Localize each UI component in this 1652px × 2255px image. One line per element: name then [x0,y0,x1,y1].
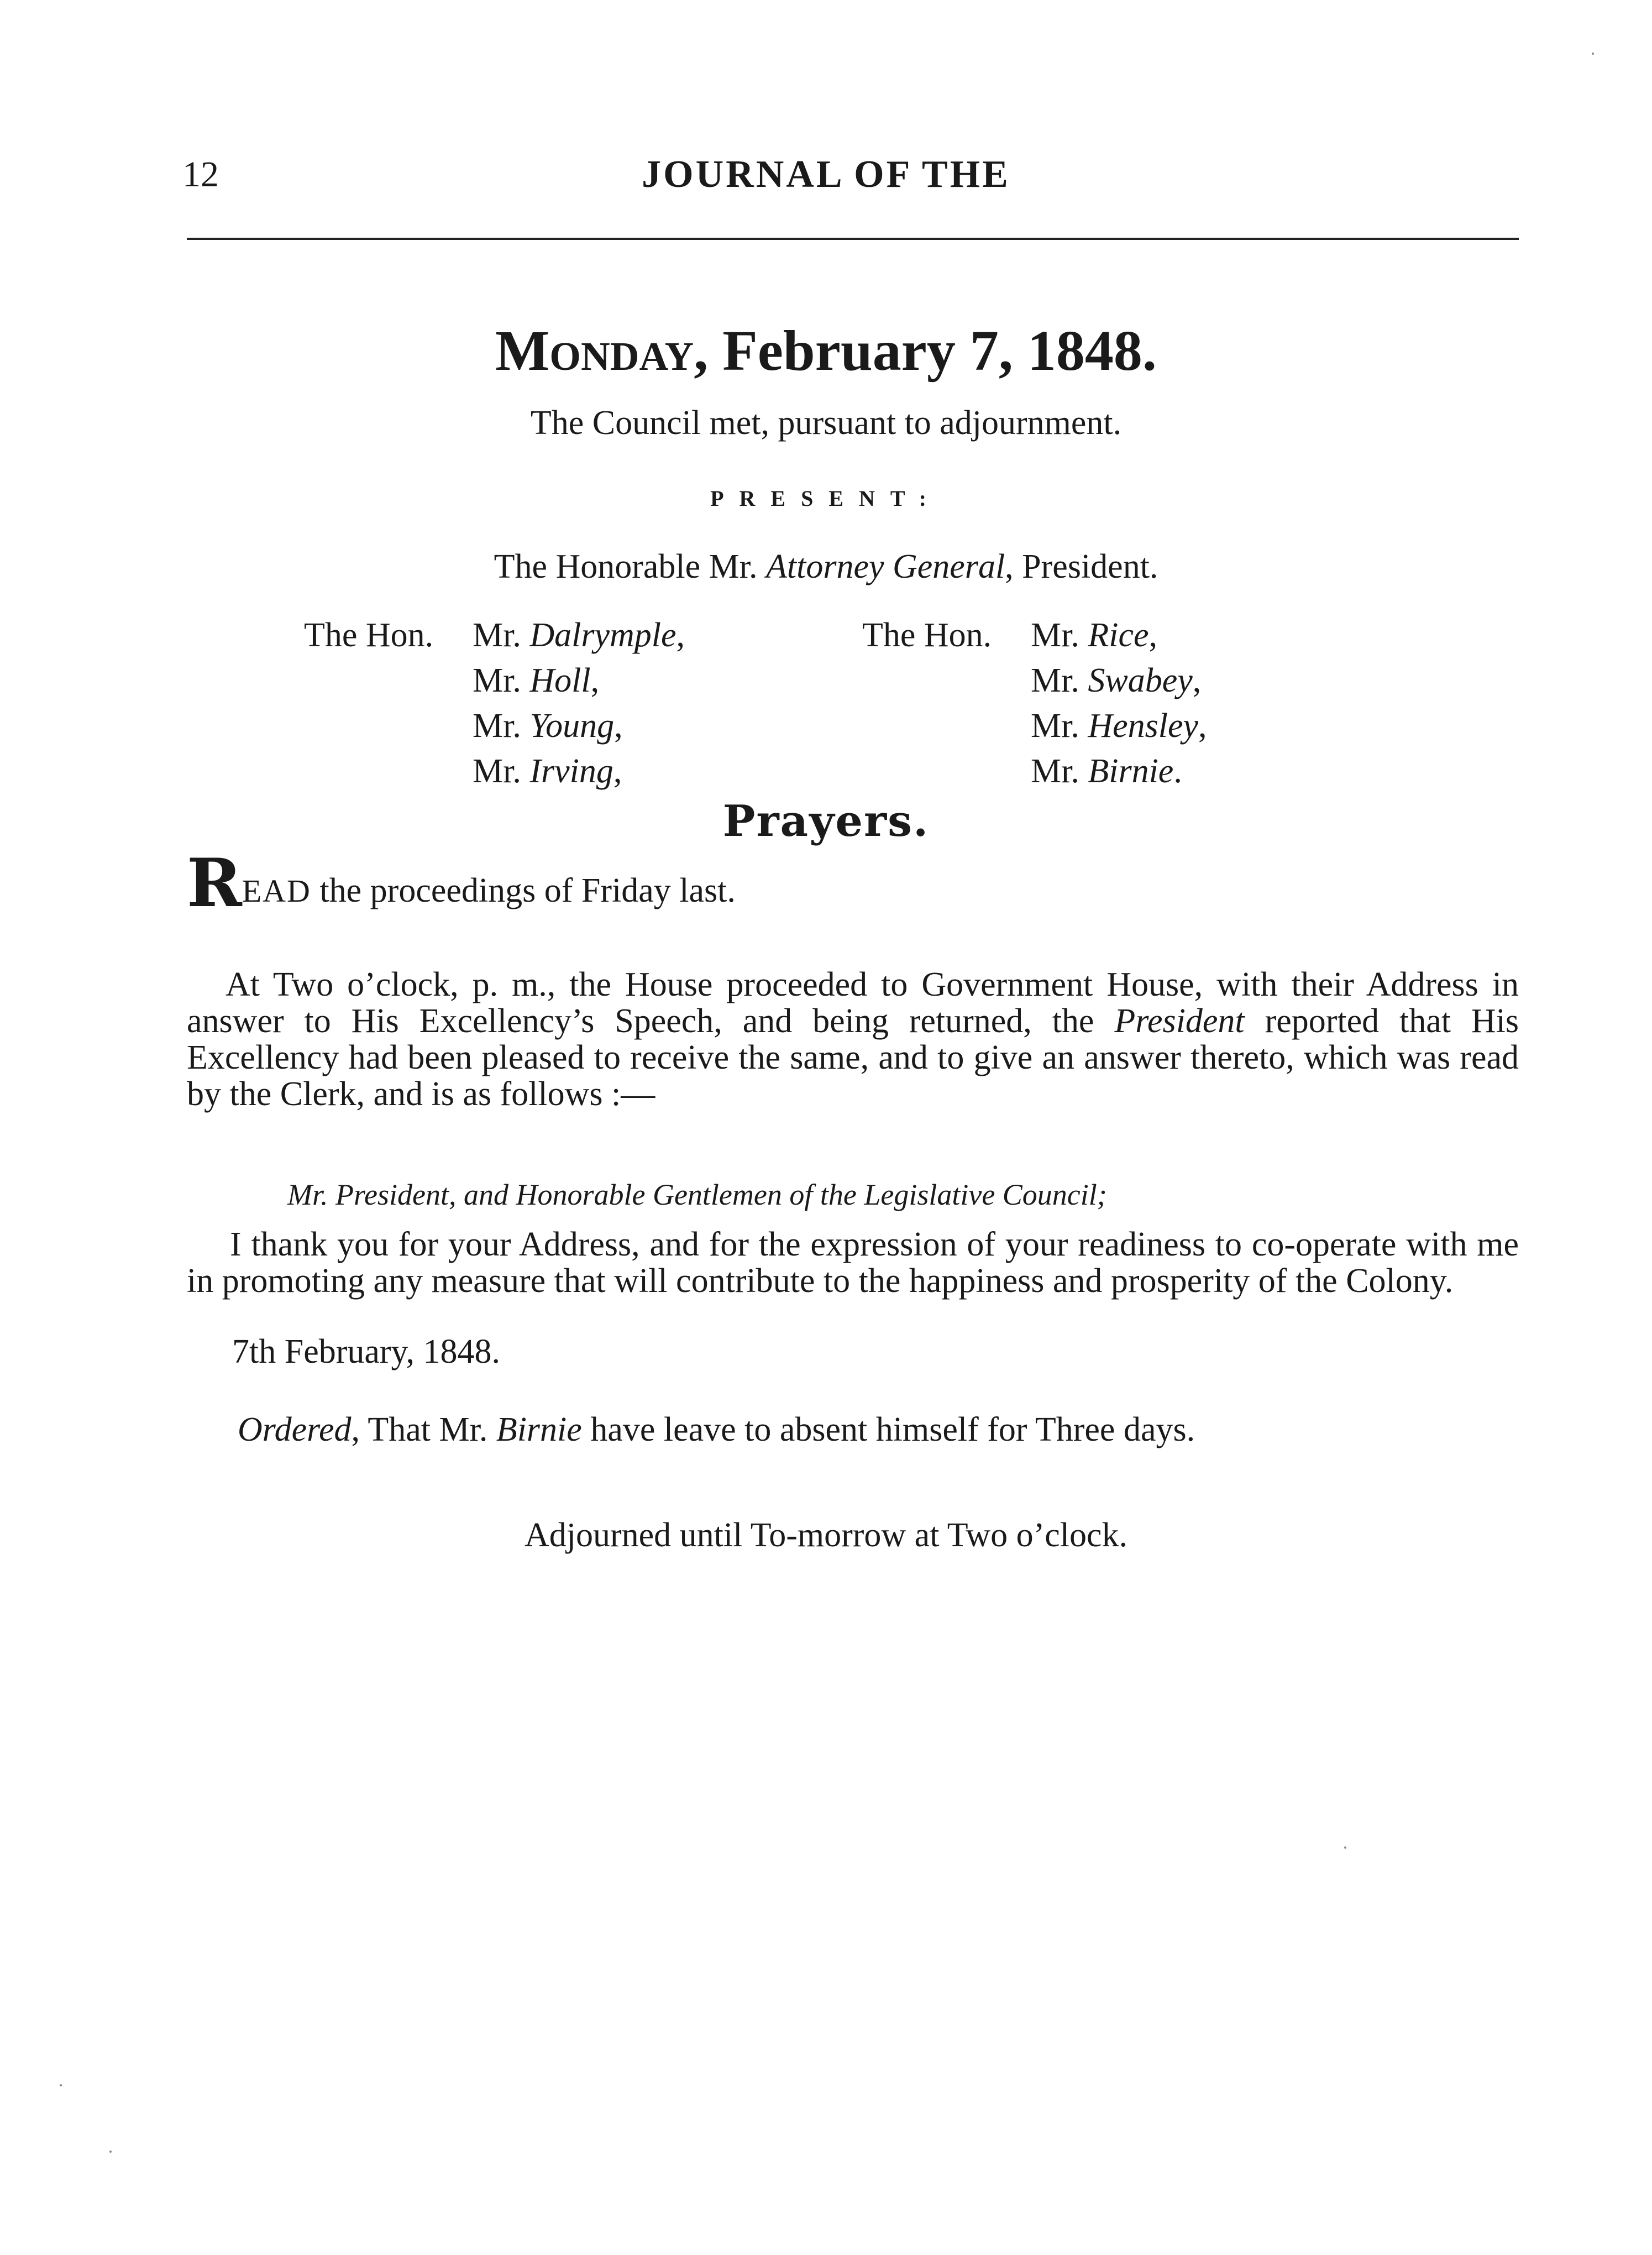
paper-speck [109,2151,112,2153]
member-punct: . [1173,752,1182,790]
member-row [862,613,1207,658]
member-name: Irving [529,752,613,790]
member-name: Dalrymple [529,616,676,654]
member-punct: , [1192,662,1202,699]
read-proceedings-line [187,844,1519,922]
member-title: Mr. [1031,752,1079,790]
members-right-column [862,613,1207,794]
read-rest: the proceedings of Friday last. [311,872,736,909]
member-row [862,749,1207,794]
member-title: Mr. [1031,662,1079,699]
member-name: Holl [529,662,591,699]
reply-date: 7th February, 1848. [232,1333,501,1370]
member-row [862,658,1207,703]
date-heading-date: February 7, 1848. [722,319,1157,383]
paragraph-address-before: At Two o’clock, p. m., the House proceeded to Government House, with their Address in answer to His Excellency’s Speech, and being returned, the [187,966,1519,1040]
president-line [0,547,1652,587]
member-name: Hensley [1088,707,1199,745]
salutation: Mr. President, and Honorable Gentlemen of the Legislative Council; [287,1178,1107,1211]
date-heading [0,318,1652,384]
member-lead: The Hon. [304,616,434,654]
member-title: Mr. [473,752,521,790]
member-title: Mr. [1031,616,1079,654]
member-title: Mr. [473,616,521,654]
member-row [304,613,685,658]
members-left-column [304,613,685,794]
member-title: Mr. [473,707,521,745]
date-heading-day: Monday, [495,319,709,383]
president-name: Attorney General [766,548,1005,585]
paragraph-reply: I thank you for your Address, and for the expression of your readiness to co-operate with me in promoting any measure that will contribute to the happiness and prosperity of the Colony. [187,1226,1519,1300]
member-punct: , [613,752,622,790]
page-number: 12 [182,154,219,195]
member-row [304,658,685,703]
member-name: Rice [1088,616,1149,654]
member-row [304,749,685,794]
prayers-heading: Prayers. [722,796,930,846]
member-row [304,703,685,749]
member-punct: , [676,616,685,654]
adjourned-line: Adjourned until To-morrow at Two o’clock. [524,1516,1128,1554]
header-rule [187,238,1519,240]
paragraph-address-italic: President [1114,1002,1245,1040]
member-punct: , [614,707,623,745]
paragraph-address-after: reported that His Excellency had been pleased to receive the same, and to give an answer thereto, which was read by the Clerk, and is as follows :— [187,1002,1519,1113]
running-head: JOURNAL OF THE [642,153,1010,196]
present-label: PRESENT: [710,486,942,511]
ordered-line [238,1411,1454,1448]
president-prefix: The Honorable Mr. [494,548,758,585]
member-name: Swabey [1088,662,1193,699]
paper-speck [1592,53,1594,55]
ordered-italic: Ordered [238,1411,352,1448]
member-lead: The Hon. [862,616,992,654]
paper-speck [1344,1846,1346,1849]
read-caps: EAD [242,873,311,909]
member-punct: , [1148,616,1157,654]
member-name: Young [529,707,615,745]
president-suffix: , President. [1005,548,1158,585]
member-title: Mr. [1031,707,1079,745]
ordered-rest: have leave to absent himself for Three days. [581,1411,1195,1448]
member-title: Mr. [473,662,521,699]
council-met-line: The Council met, pursuant to adjournment. [530,404,1122,442]
paper-speck [60,2084,62,2086]
member-punct: , [590,662,600,699]
drop-cap: R [187,844,242,922]
member-name: Birnie [1088,752,1174,790]
member-row [862,703,1207,749]
paragraph-address [187,966,1519,1112]
member-punct: , [1198,707,1207,745]
ordered-name: Birnie [496,1411,582,1448]
ordered-mid: , That Mr. [351,1411,496,1448]
